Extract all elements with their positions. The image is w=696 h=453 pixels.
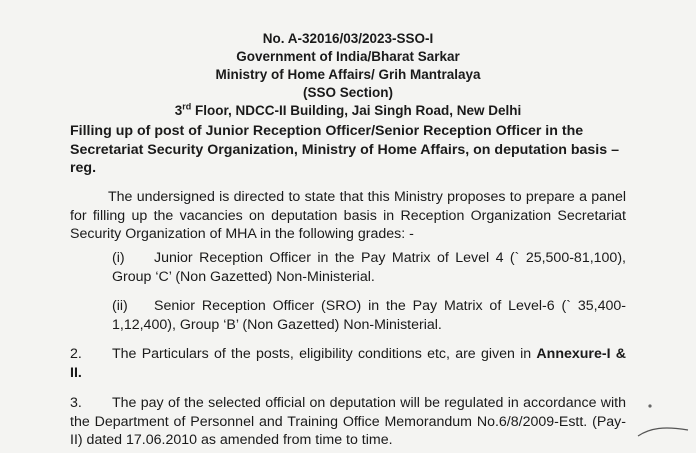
stray-dot-mark (646, 402, 654, 410)
ministry-line: Ministry of Home Affairs/ Grih Mantralaya (215, 67, 481, 82)
paragraph-text: The pay of the selected official on deputation will be regulated in accordance with the Department of Personnel and Training Office Memorandum No.6/8/2009-Estt. (Pay-II) dated 17.06.2010 as amended from time to time. (70, 395, 626, 448)
grade-number: (i) (112, 250, 125, 266)
address-text: Floor, NDCC-II Building, Jai Singh Road, New Delhi (191, 103, 522, 118)
paragraph-3 (70, 394, 626, 450)
section-line: (SSO Section) (302, 85, 393, 100)
grade-item-1 (112, 249, 626, 286)
grade-text: Senior Reception Officer (SRO) in the Pay Matrix of Level-6 (` 35,400-1,12,400), Group ‘B’ (Non Gazetted) Non-Ministerial. (112, 298, 626, 333)
government-line: Government of India/Bharat Sarkar (236, 49, 460, 64)
annexure-reference: Annexure-I & II. (70, 346, 626, 381)
paragraph-text: The Particulars of the posts, eligibility conditions etc, are given in (112, 346, 532, 362)
pen-stroke-mark (636, 418, 692, 442)
address-line (0, 102, 696, 120)
paragraph-number: 3. (70, 395, 82, 411)
reference-number: No. A-32016/03/2023-SSO-I (262, 31, 434, 46)
grade-number: (ii) (112, 298, 128, 314)
paragraph-2 (70, 345, 626, 382)
intro-paragraph: The undersigned is directed to state that this Ministry proposes to prepare a panel for filling up the vacancies on deputation basis in Reception Organization Secretariat Security Organization of MHA in the following grades: - (70, 189, 626, 242)
grade-item-2 (112, 297, 626, 334)
floor-number: 3 (174, 103, 183, 118)
floor-ordinal: rd (182, 101, 192, 112)
paragraph-number: 2. (70, 346, 82, 362)
subject-heading: Filling up of post of Junior Reception Officer/Senior Reception Officer in the Secretariat Security Organization, Ministry of Home Affairs, on deputation basis – reg. (70, 123, 619, 176)
grade-text: Junior Reception Officer in the Pay Matrix of Level 4 (` 25,500-81,100), Group ‘C’ (Non Gazetted) Non-Ministerial. (112, 250, 626, 285)
